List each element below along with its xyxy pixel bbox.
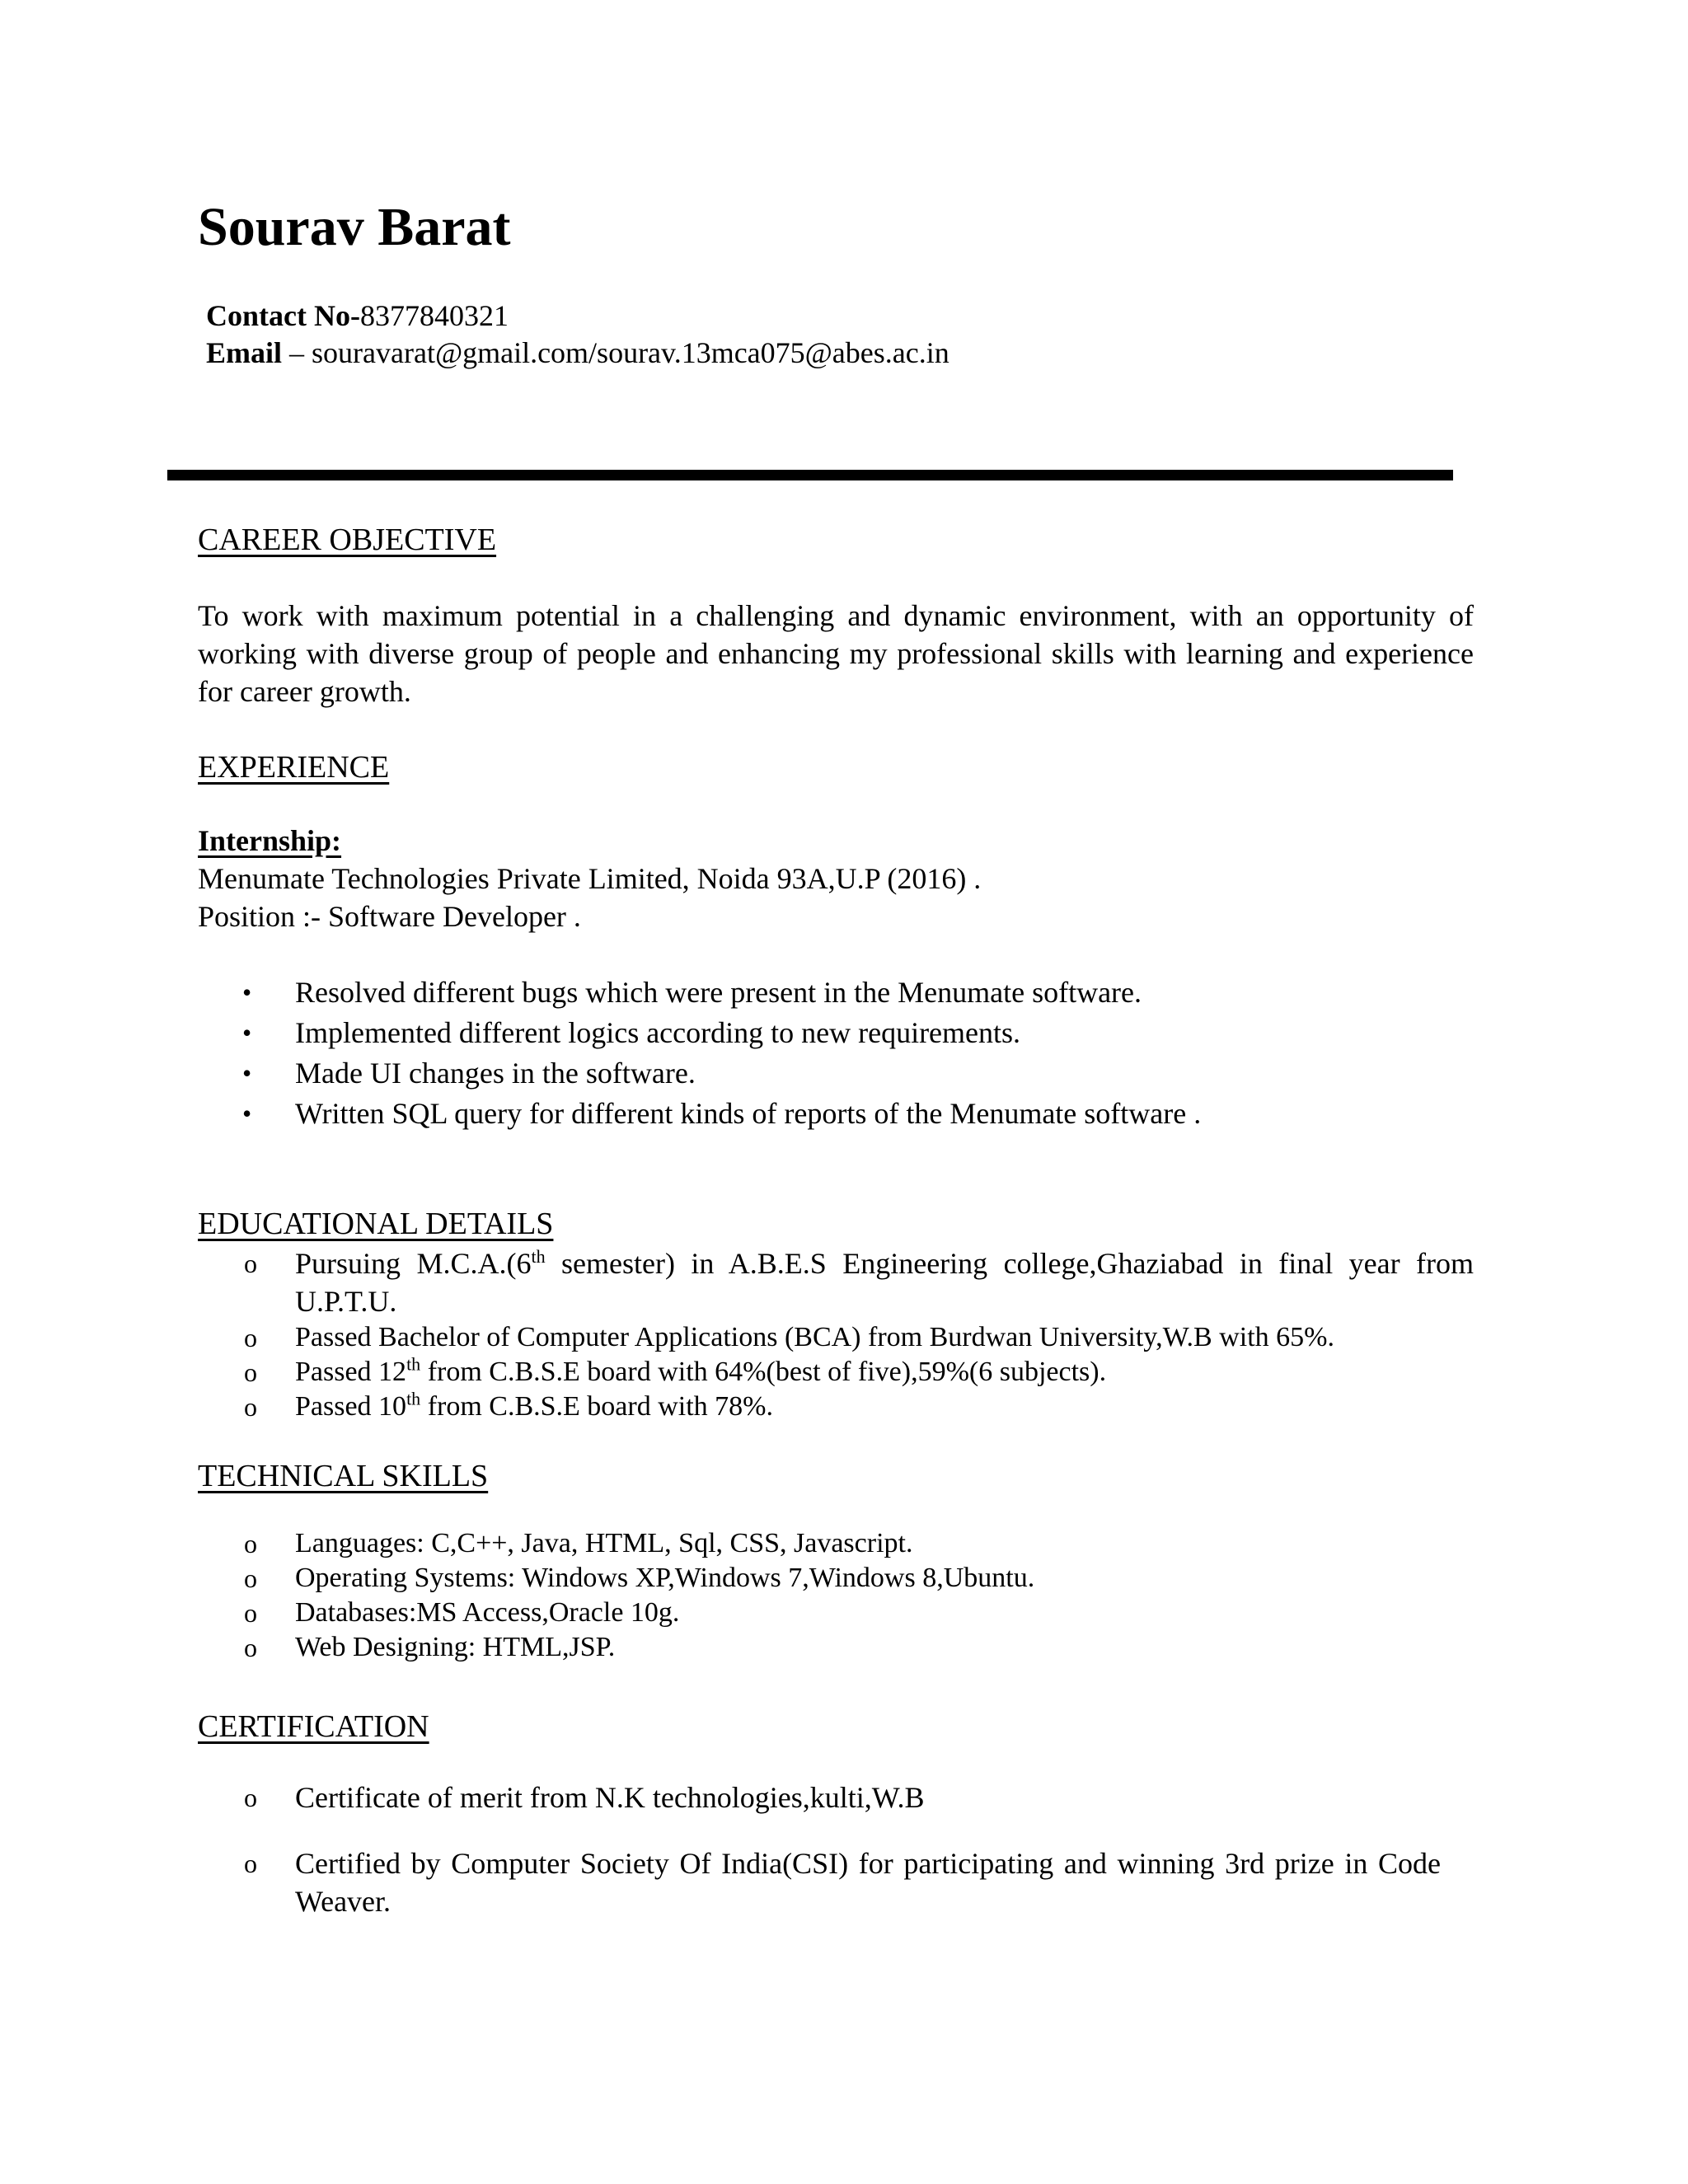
contact-label: Contact No- (206, 299, 360, 332)
circle-bullet-icon: o (244, 1392, 257, 1422)
career-objective-text: To work with maximum potential in a challenging and dynamic environment, with an opportunity of working with diverse group of people and enhancing my professional skills with learning and experience for career growth. (198, 599, 1474, 708)
education-heading: EDUCATIONAL DETAILS (198, 1207, 554, 1241)
list-item: • Resolved different bugs which were present in the Menumate software. (198, 973, 1474, 1014)
technical-skills-list (198, 1526, 1474, 1665)
list-item: • Implemented different logics according to new requirements. (198, 1014, 1474, 1054)
circle-bullet-icon: o (244, 1598, 257, 1628)
list-item: o Databases:MS Access,Oracle 10g. (198, 1596, 1474, 1630)
list-item: o Passed Bachelor of Computer Applications (BCA) from Burdwan University,W.B with 65%. (198, 1320, 1474, 1355)
circle-bullet-icon: o (244, 1563, 257, 1593)
list-item: o Pursuing M.C.A.(6th semester) in A.B.E.S Engineering college,Ghaziabad in final year from U.P.T.U. (244, 1246, 1474, 1318)
list-item: o Languages: C,C++, Java, HTML, Sql, CSS, Javascript. (198, 1526, 1474, 1561)
certification-heading: CERTIFICATION (198, 1709, 429, 1744)
bullet-icon: • (242, 1099, 252, 1128)
contact-number: 8377840321 (359, 299, 509, 332)
email-separator: – (282, 336, 312, 369)
list-item: o Passed 12th from C.B.S.E board with 64%(best of five),59%(6 subjects). (198, 1355, 1474, 1390)
circle-bullet-icon: o (244, 1783, 257, 1812)
contact-line (206, 297, 509, 335)
circle-bullet-icon: o (244, 1249, 257, 1278)
candidate-name: Sourav Barat (198, 197, 511, 257)
internship-position: Position :- Software Developer . (198, 900, 581, 933)
bullet-icon: • (242, 977, 252, 1007)
career-objective-heading: CAREER OBJECTIVE (198, 523, 497, 557)
internship-label: Internship: (198, 824, 342, 857)
list-item: o Web Designing: HTML,JSP. (198, 1630, 1474, 1665)
list-item: o Operating Systems: Windows XP,Windows 7,Windows 8,Ubuntu. (198, 1561, 1474, 1596)
experience-heading: EXPERIENCE (198, 750, 390, 785)
circle-bullet-icon: o (244, 1357, 257, 1387)
email-label: Email (206, 336, 283, 369)
technical-skills-heading: TECHNICAL SKILLS (198, 1459, 489, 1493)
internship-label-line (198, 822, 341, 860)
list-item: • Made UI changes in the software. (198, 1054, 1474, 1094)
list-item: o Passed 10th from C.B.S.E board with 78%. (198, 1390, 1474, 1424)
email-address: souravarat@gmail.com/sourav.13mca075@abes.ac.in (312, 336, 950, 369)
experience-list (198, 973, 1474, 1135)
bullet-icon: • (242, 1058, 252, 1088)
circle-bullet-icon: o (244, 1633, 257, 1662)
circle-bullet-icon: o (244, 1323, 257, 1352)
list-item: • Written SQL query for different kinds of reports of the Menumate software . (198, 1094, 1474, 1135)
circle-bullet-icon: o (244, 1529, 257, 1558)
education-list (198, 1244, 1474, 1424)
bullet-icon: • (242, 1018, 252, 1047)
list-item: o Certified by Computer Society Of India(CSI) for participating and winning 3rd prize in Code Weaver. (198, 1844, 1474, 1920)
certification-list (198, 1779, 1474, 1920)
internship-company: Menumate Technologies Private Limited, Noida 93A,U.P (2016) . (198, 862, 982, 895)
email-line (206, 334, 950, 372)
header-divider (167, 470, 1453, 480)
list-item: o Certificate of merit from N.K technologies,kulti,W.B (198, 1779, 1474, 1816)
circle-bullet-icon: o (244, 1849, 257, 1878)
